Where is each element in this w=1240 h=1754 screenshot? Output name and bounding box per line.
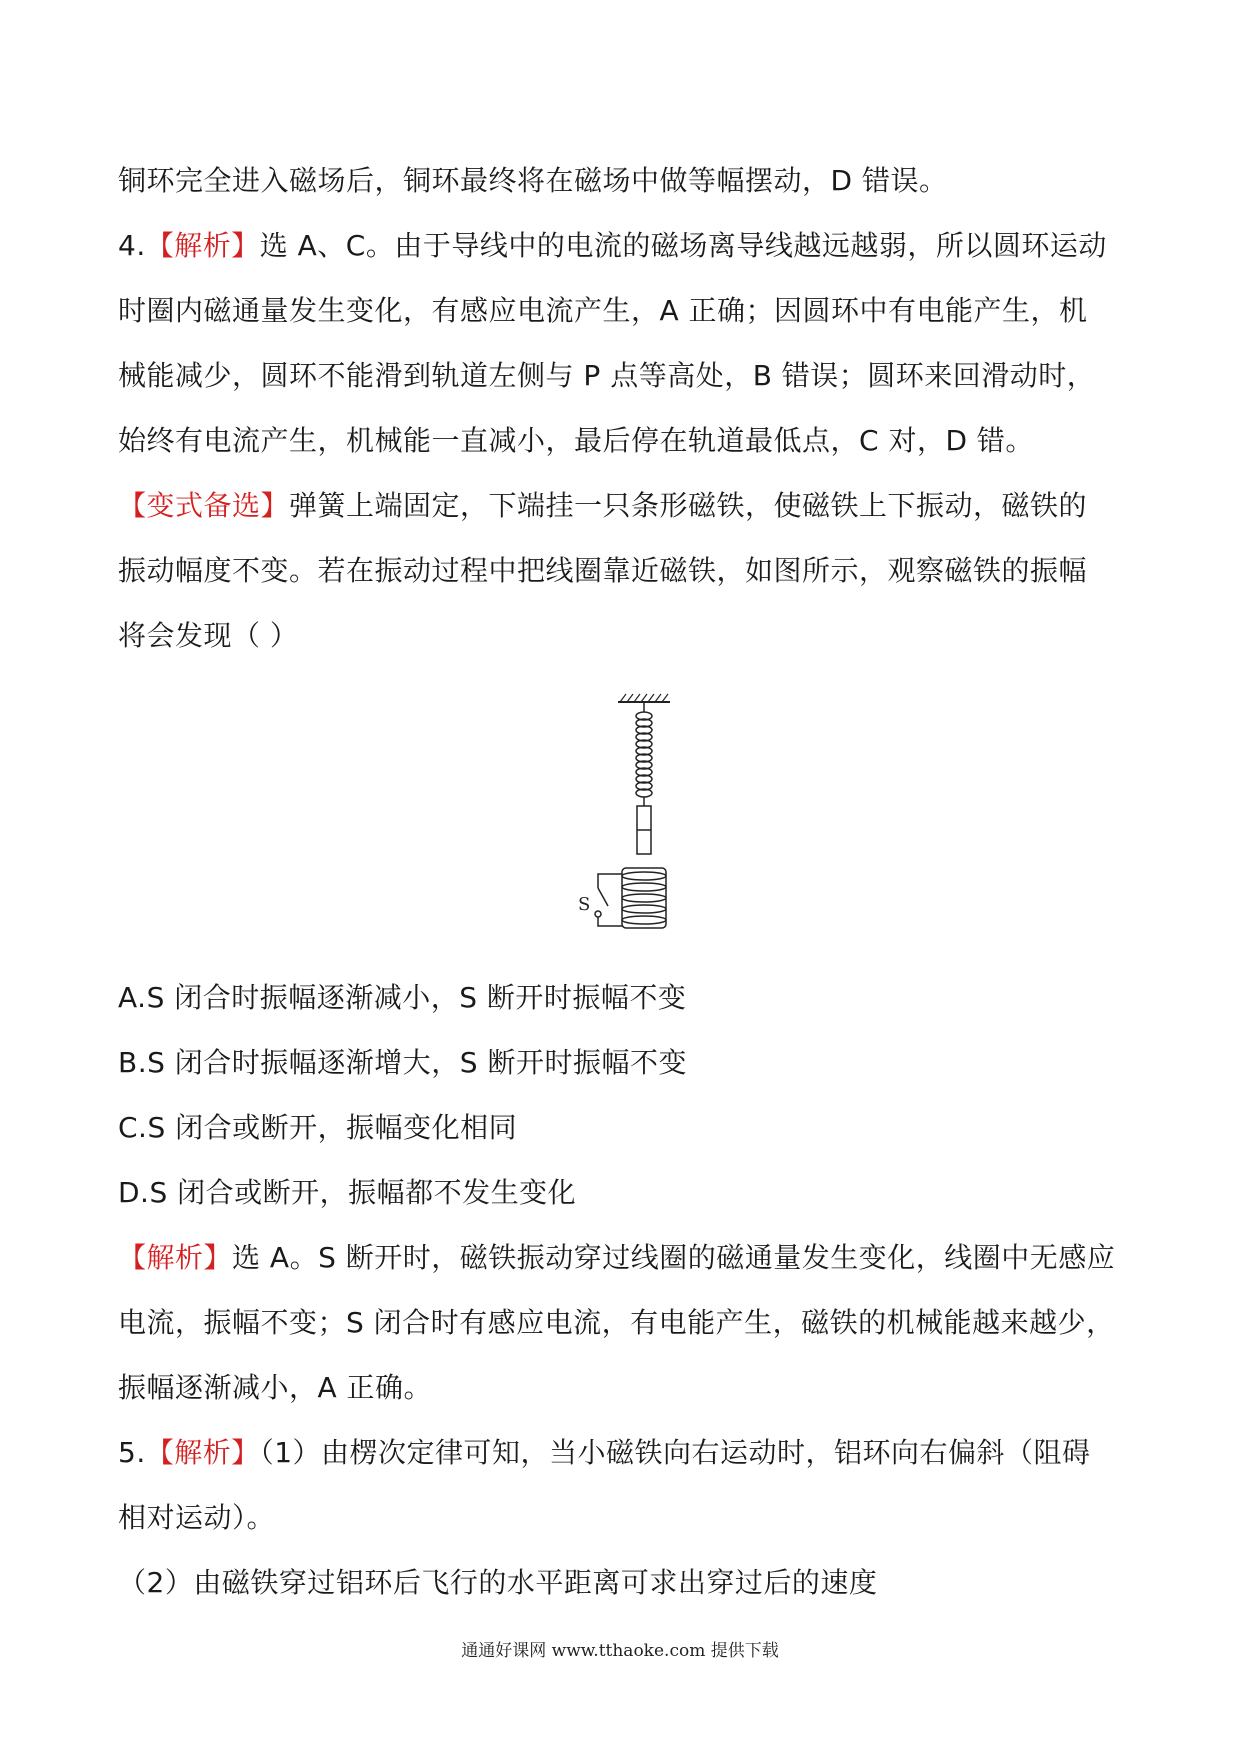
text-line: 械能减少，圆环不能滑到轨道左侧与 P 点等高处，B 错误；圆环来回滑动时，: [118, 359, 1096, 392]
text-line: 振幅逐渐减小，A 正确。: [118, 1371, 433, 1404]
option-c: C.S 闭合或断开，振幅变化相同: [118, 1111, 518, 1144]
variant-question: [118, 473, 1128, 668]
text-line: （2）由磁铁穿过铝环后飞行的水平距离可求出穿过后的速度: [118, 1566, 878, 1599]
analysis-tag: 【解析】: [145, 1436, 260, 1469]
coil: [622, 868, 666, 928]
text-line: 相对运动）。: [118, 1501, 276, 1534]
paragraph-continuation: [118, 148, 1128, 213]
q4-analysis: [118, 213, 1128, 473]
variant-text: 弹簧上端固定，下端挂一只条形磁铁，使磁铁上下振动，磁铁的: [289, 489, 1088, 522]
text-line: [118, 213, 1128, 278]
spring-magnet-coil-figure: [560, 690, 690, 940]
analysis-tag: 【解析】: [118, 1241, 233, 1274]
ceiling-support: [618, 694, 670, 702]
q4-text: 选 A、C。由于导线中的电流的磁场离导线越远越弱，所以圆环运动: [259, 229, 1107, 262]
q5-analysis: [118, 1420, 1128, 1615]
variant-analysis: [118, 1225, 1128, 1420]
q5-text: （1）由楞次定律可知，当小磁铁向右运动时，铝环向右偏斜（阻碍: [259, 1436, 1091, 1469]
page-footer: 通通好课网 www.tthaoke.com 提供下载: [461, 1641, 779, 1661]
analysis-text: 选 A。S 断开时，磁铁振动穿过线圈的磁通量发生变化，线圈中无感应: [232, 1241, 1116, 1274]
text-line: [118, 473, 1128, 538]
switch-circuit: [595, 874, 622, 926]
text-line: 时圈内磁通量发生变化，有感应电流产生，A 正确；因圆环中有电能产生，机: [118, 294, 1088, 327]
analysis-tag: 【解析】: [145, 229, 260, 262]
text-line: 振动幅度不变。若在振动过程中把线圈靠近磁铁，如图所示，观察磁铁的振幅: [118, 554, 1088, 587]
q4-number: 4.: [118, 229, 146, 262]
text-line: 始终有电流产生，机械能一直减小，最后停在轨道最低点，C 对，D 错。: [118, 424, 1034, 457]
text-line: [118, 1225, 1128, 1290]
q5-number: 5.: [118, 1436, 146, 1469]
text-line: 铜环完全进入磁场后，铜环最终将在磁场中做等幅摆动，D 错误。: [118, 164, 948, 197]
spring: [636, 702, 652, 806]
switch-label: S: [578, 894, 591, 915]
option-a: A.S 闭合时振幅逐渐减小，S 断开时振幅不变: [118, 981, 687, 1014]
text-line: 电流，振幅不变；S 闭合时有感应电流，有电能产生，磁铁的机械能越来越少，: [118, 1306, 1115, 1339]
bar-magnet: [637, 806, 651, 854]
option-b: B.S 闭合时振幅逐渐增大，S 断开时振幅不变: [118, 1046, 687, 1079]
options-list: [118, 965, 1128, 1225]
text-line: [118, 1420, 1128, 1485]
variant-tag: 【变式备选】: [118, 489, 290, 522]
option-d: D.S 闭合或断开，振幅都不发生变化: [118, 1176, 577, 1209]
text-line: 将会发现（ ）: [118, 619, 299, 652]
